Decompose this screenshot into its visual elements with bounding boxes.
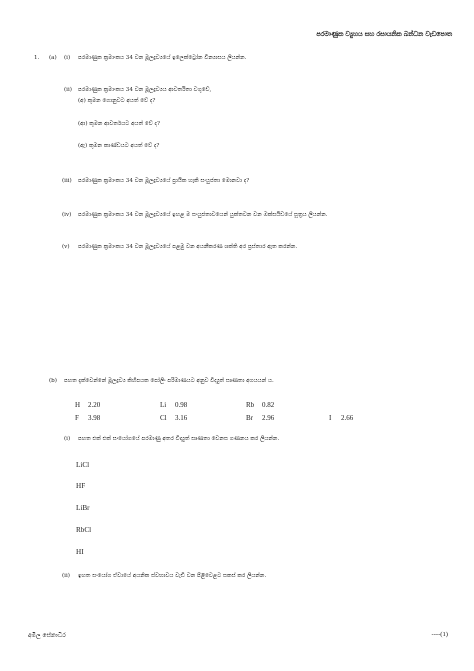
question-number: 1. [34, 55, 40, 61]
part-a-ii-sub-1: (අ) කුමන ගොනුවට අයත් වේ ද? [78, 98, 156, 104]
part-a-iii-text: පරමාණුක ක්‍රමාංකය 34 වන මූලද්‍රව්‍යයේ ප්‍රායික හැකි සංයුජතා මොනවා ද? [78, 178, 250, 184]
part-a-i-text: පරමාණුක ක්‍රමාංකය 34 වන මූලද්‍රව්‍යයේ ඉලෙක්ට්‍රෝන වින්‍යාසය ලියන්න. [78, 55, 247, 61]
part-a-ii-label: (ii) [64, 87, 72, 93]
part-a-v-text: පරමාණුක ක්‍රමාංකය 34 වන මූලද්‍රව්‍යයේ පළමු වන අයනීකරණ ශක්ති අර ප්‍රස්තාර ඇත කරන්න. [78, 244, 298, 250]
part-b-ii-text: ඉහත සංයෝග ඒවායේ අයනික ස්වභාවය වැඩි වන පිළිවෙළට සකස් කර ලියන්න. [78, 573, 267, 579]
element-value: 0.82 [262, 401, 275, 409]
element-symbol: I [329, 414, 332, 422]
footer-author: අමිල සේනාධීර [28, 632, 66, 639]
part-a-ii-text: පරමාණුක ක්‍රමාංකය 34 වන මූලද්‍රව්‍යය ආවර්තිතා වගුවේ, [78, 87, 212, 93]
compound-item: LiCl [76, 461, 90, 469]
part-a-i-label: (i) [64, 55, 71, 61]
part-b-label: (b) [49, 378, 57, 384]
element-symbol: Rb [246, 401, 255, 409]
part-a-iv-label: (iv) [62, 212, 72, 218]
part-b-i-text: පහත එක් එක් සංයෝගයේ පරමාණු අතර විද්‍යුත් සෘණතා වෙනස ගණනය කර ලියන්න. [78, 436, 280, 442]
part-a-v-label: (v) [62, 244, 70, 250]
part-a-iv-text: පරමාණුක ක්‍රමාංකය 34 වන මූලද්‍රව්‍යයේ ඉහළ ම සංයුජතාවයෙන් යුක්තවන වන ඔක්සයිඩයේ සූත්‍රය ලියන්න. [78, 212, 328, 218]
element-symbol: Cl [160, 414, 167, 422]
compound-item: HI [76, 548, 84, 556]
part-a-label: (a) [49, 55, 57, 61]
page-number: ----(1) [431, 631, 448, 638]
part-b-ii-label: (ii) [62, 573, 70, 579]
compound-item: RbCl [76, 526, 92, 534]
element-value: 2.66 [341, 414, 354, 422]
part-b-intro: පහත දැක්වෙන්නේ මූලද්‍රව්‍ය කිහිපයක පෝලිං පරිමාණයට අනුව විද්‍යුත් සෘණතා අගයයන් ය. [64, 378, 274, 384]
element-value: 0.98 [175, 401, 188, 409]
part-a-iii-label: (iii) [62, 178, 72, 184]
page-header-title: පරමාණුක ව්‍යුහය සහ රසායනික බන්ධන වැඩපොත [316, 31, 452, 38]
element-symbol: Br [246, 414, 253, 422]
element-value: 3.98 [88, 414, 101, 422]
element-symbol: F [75, 414, 79, 422]
element-value: 2.20 [88, 401, 101, 409]
compound-item: LiBr [76, 504, 90, 512]
part-b-i-label: (i) [64, 436, 71, 442]
element-value: 3.16 [175, 414, 188, 422]
element-symbol: Li [160, 401, 167, 409]
compound-item: HF [76, 482, 86, 490]
part-a-ii-sub-3: (ඇ) කුමන කාණ්ඩයට අයත් වේ ද? [78, 143, 160, 149]
element-symbol: H [75, 401, 81, 409]
part-a-ii-sub-2: (ආ) කුමන ආවර්තයට අයත් වේ ද? [78, 121, 160, 127]
element-value: 2.96 [262, 414, 275, 422]
